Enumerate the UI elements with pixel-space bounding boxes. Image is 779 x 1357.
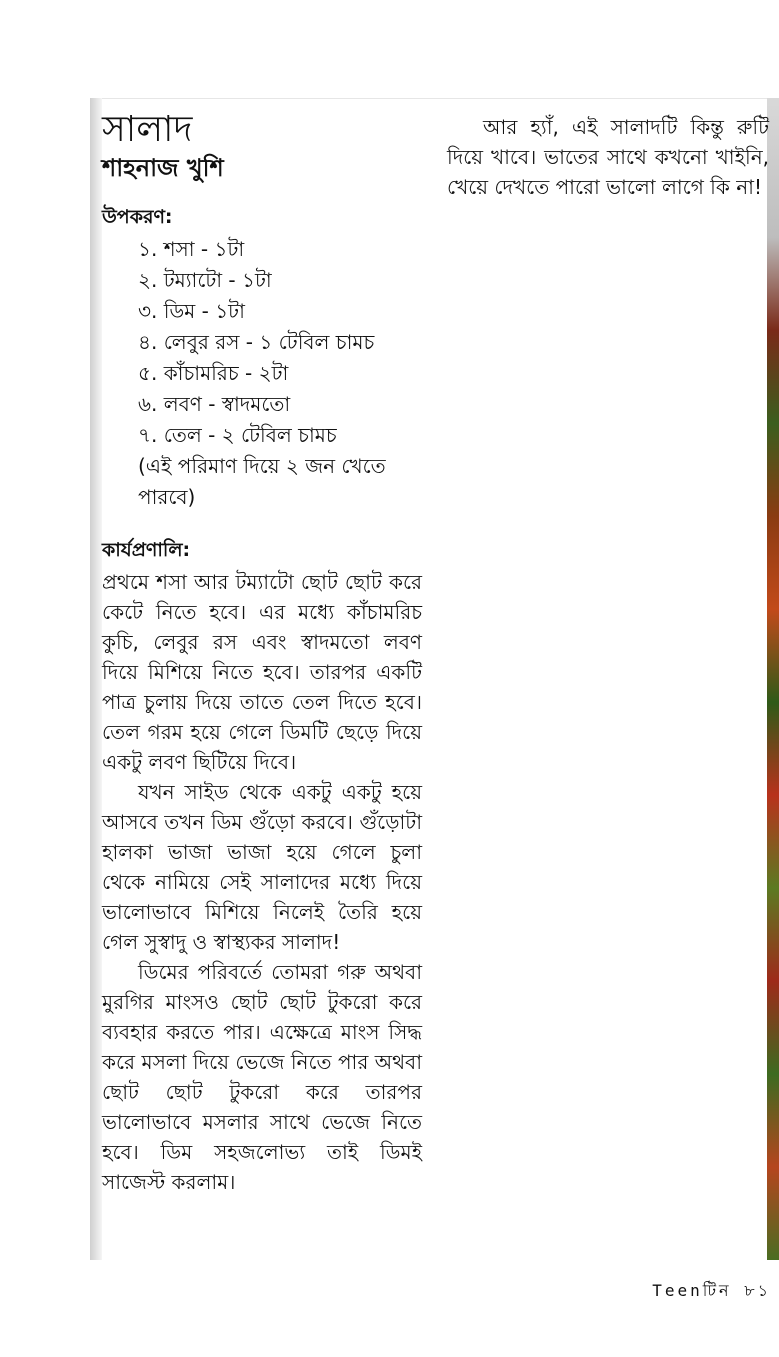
- food-photo-strip: [767, 98, 779, 1260]
- ingredients-list: [102, 234, 422, 451]
- method-paragraph: ডিমের পরিবর্তে তোমরা গরু অথবা মুরগির মাংসও ছোট ছোট টুকরো করে ব্যবহার করতে পার। এক্ষেত্রে মাংস সিদ্ধ করে মসলা দিয়ে ভেজে নিতে পার অথবা ছোট ছোট টুকরো করে তারপর ভালোভাবে মসলার সাথে ভেজে নিতে হবে। ডিম সহজলোভ্য তাই ডিমই সাজেস্ট করলাম।: [102, 960, 422, 1194]
- page-footer: Teenটিন ৮১: [652, 1281, 771, 1300]
- closing-note: আর হ্যাঁ, এই সালাদটি কিন্তু রুটি দিয়ে খাবে। ভাতের সাথে কখনো খাইনি, খেয়ে দেখতে পারো ভালো লাগে কি না!: [447, 115, 769, 199]
- serving-note: (এই পরিমাণ দিয়ে ২ জন খেতে পারবে): [138, 454, 386, 509]
- ingredient-item: ৫. কাঁচামরিচ - ২টা: [138, 361, 289, 385]
- left-column: [102, 108, 422, 1197]
- ingredient-item: ৪. লেবুর রস - ১ টেবিল চামচ: [138, 330, 375, 354]
- method-paragraph: প্রথমে শসা আর টম্যাটো ছোট ছোট করে কেটে নিতে হবে। এর মধ্যে কাঁচামরিচ কুচি, লেবুর রস এবং স্বাদমতো লবণ দিয়ে মিশিয়ে নিতে হবে। তারপর একটি পাত্র চুলায় দিয়ে তাতে তেল দিতে হবে। তেল গরম হয়ে গেলে ডিমটি ছেড়ে দিয়ে একটু লবণ ছিটিয়ে দিবে।: [102, 570, 422, 774]
- ingredient-item: ১. শসা - ১টা: [138, 237, 245, 261]
- ingredients-heading: উপকরণ:: [102, 206, 173, 228]
- ingredient-item: ২. টম্যাটো - ১টা: [138, 268, 272, 292]
- ingredient-item: ৬. লবণ - স্বাদমতো: [138, 392, 291, 416]
- method-paragraph: যখন সাইড থেকে একটু একটু হয়ে আসবে তখন ডিম গুঁড়ো করবে। গুঁড়োটা হালকা ভাজা ভাজা হয়ে গেলে চুলা থেকে নামিয়ে সেই সালাদের মধ্যে দিয়ে ভালোভাবে মিশিয়ে নিলেই তৈরি হয়ে গেল সুস্বাদু ও স্বাস্থ্যকর সালাদ!: [102, 780, 422, 954]
- page-edge-shadow: [90, 98, 102, 1260]
- ingredient-item: ৩. ডিম - ১টা: [138, 299, 245, 323]
- recipe-title: সালাদ: [102, 109, 193, 150]
- method-heading: কার্যপ্রণালি:: [102, 539, 191, 561]
- ingredient-item: ৭. তেল - ২ টেবিল চামচ: [138, 423, 337, 447]
- right-column: [447, 112, 769, 202]
- recipe-author: শাহনাজ খুশি: [102, 154, 224, 182]
